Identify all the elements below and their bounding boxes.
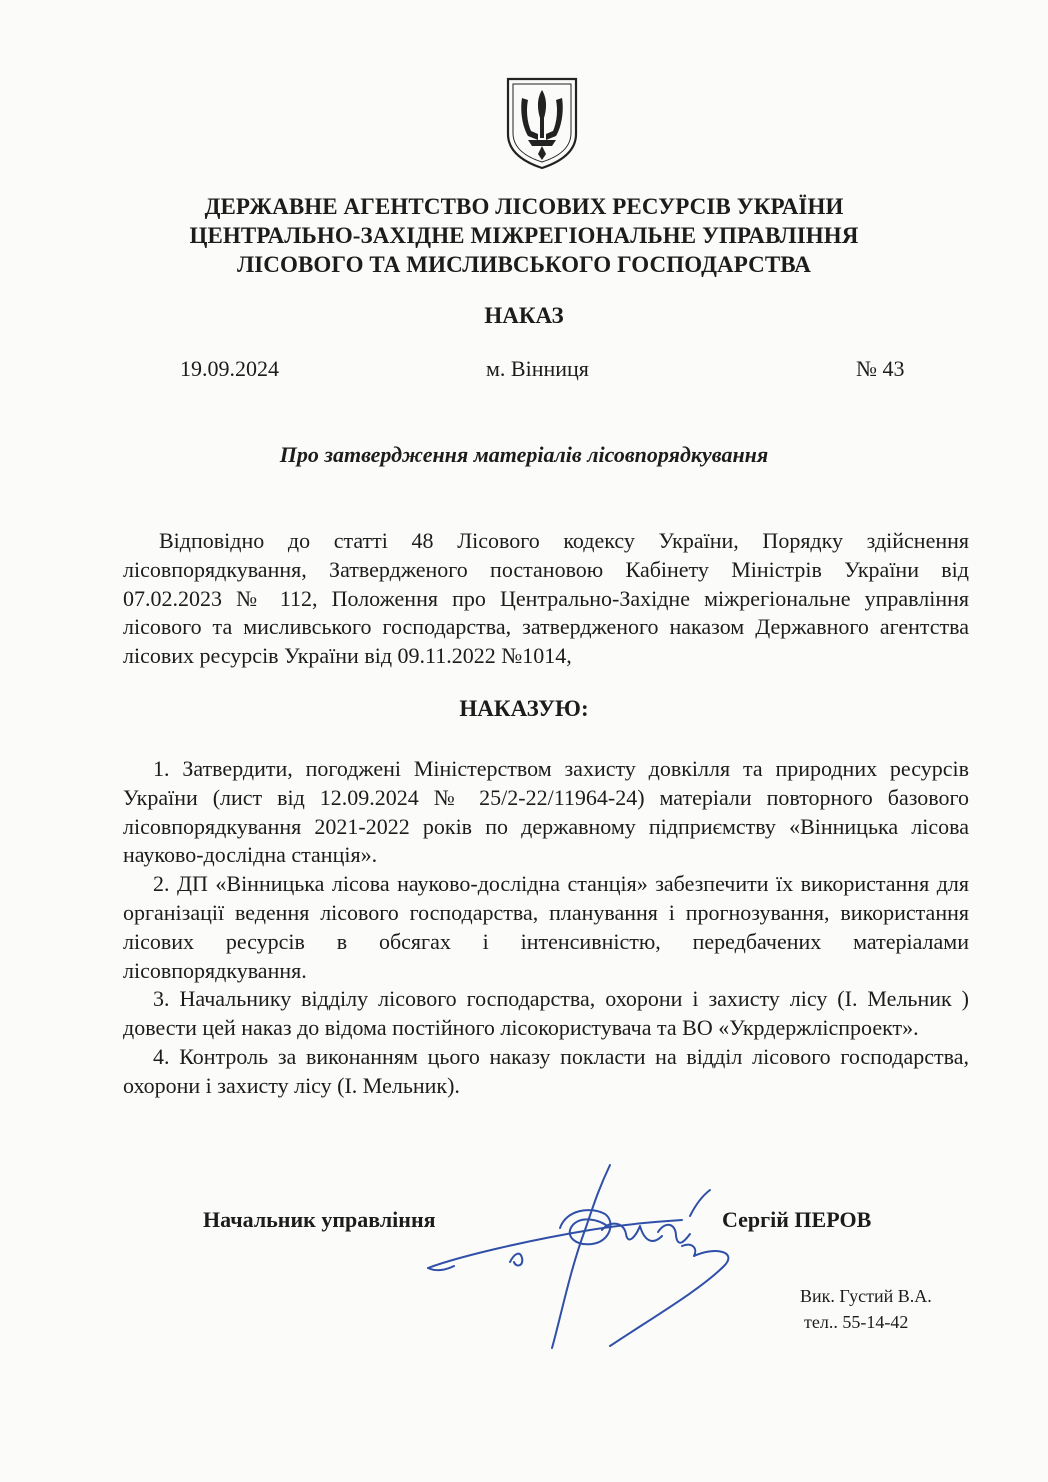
- header-line-1: ДЕРЖАВНЕ АГЕНТСТВО ЛІСОВИХ РЕСУРСІВ УКРАЇНИ: [204, 194, 844, 219]
- order-keyword: НАКАЗУЮ:: [459, 696, 589, 721]
- handwritten-signature: [420, 1150, 750, 1350]
- order-item: 3. Начальнику відділу лісового господарства, охорони і захисту лісу (І. Мельник ) довести цей наказ до відома постійного лісокористувача та ВО «Укрдержліспроект».: [123, 986, 969, 1041]
- signatory-role: Начальник управління: [203, 1207, 436, 1232]
- coat-of-arms-icon: [504, 76, 580, 170]
- executor-name: Вик. Густий В.А.: [800, 1286, 932, 1306]
- signatory-name: Сергій ПЕРОВ: [722, 1207, 872, 1232]
- order-city: м. Вінниця: [486, 356, 589, 381]
- order-items: [123, 755, 969, 1101]
- header-line-2: ЦЕНТРАЛЬНО-ЗАХІДНЕ МІЖРЕГІОНАЛЬНЕ УПРАВЛІННЯ: [189, 223, 859, 248]
- header-line-3: ЛІСОВОГО ТА МИСЛИВСЬКОГО ГОСПОДАРСТВА: [237, 252, 811, 277]
- executor-phone: тел.. 55-14-42: [804, 1312, 909, 1332]
- preamble-paragraph: Відповідно до статті 48 Лісового кодексу України, Порядку здійснення лісовпорядкування, Затвердженого постановою Кабінету Міністрів України від 07.02.2023 № 112, Положення про Центрально-Західне міжрегіональне управління лісового та мисливського господарства, затвердженого наказом Державного агентства лісових ресурсів України від 09.11.2022 №1014,: [123, 528, 969, 669]
- agency-header: [0, 192, 1048, 279]
- order-item: 2. ДП «Вінницька лісова науково-дослідна станція» забезпечити їх використання для організації ведення лісового господарства, планування і прогнозування, використання лісових ресурсів в обсягах і інтенсивністю, передбачених матеріалами лісовпорядкування.: [123, 871, 969, 983]
- order-number: № 43: [856, 356, 905, 381]
- executor-info: [800, 1283, 932, 1335]
- order-subject: Про затвердження матеріалів лісовпорядкування: [279, 442, 769, 467]
- order-item: 1. Затвердити, погоджені Міністерством захисту довкілля та природних ресурсів України (лист від 12.09.2024 № 25/2-22/11964-24) матеріали повторного базового лісовпорядкування 2021-2022 років по державному підприємству «Вінницька лісова науково-дослідна станція».: [123, 756, 969, 868]
- order-date: 19.09.2024: [180, 356, 279, 381]
- order-item: 4. Контроль за виконанням цього наказу покласти на відділ лісового господарства, охорони і захисту лісу (І. Мельник).: [123, 1043, 969, 1098]
- document-type-title: НАКАЗ: [484, 303, 564, 328]
